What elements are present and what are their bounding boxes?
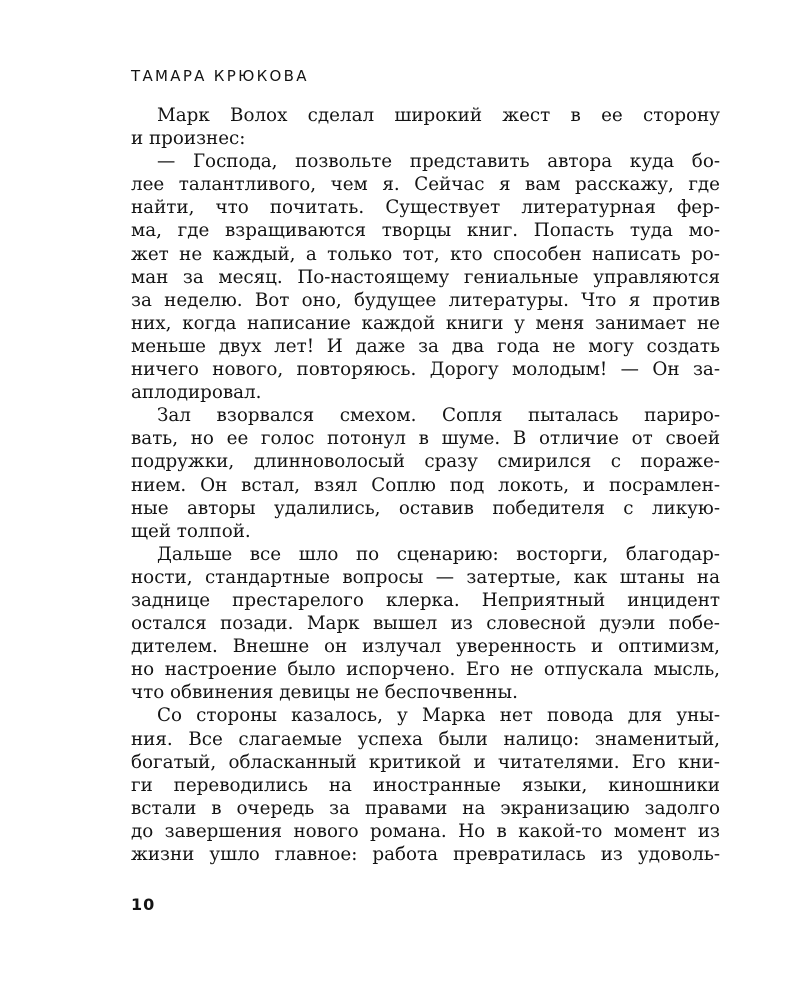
text-line: до завершения нового романа. Но в какой-то момент из	[131, 820, 720, 842]
text-line: богатый, обласканный критикой и читателями. Его кни-	[131, 751, 720, 773]
text-line: ма, где взращиваются творцы книг. Попасть туда мо-	[131, 220, 720, 242]
text-line: ничего нового, повторяюсь. Дорогу молодым! — Он за-	[131, 359, 720, 381]
text-line: ности, стандартные вопросы — затертые, как штаны на	[131, 566, 720, 588]
text-line: вать, но ее голос потонул в шуме. В отличие от своей	[131, 428, 720, 450]
text-line: заднице престарелого клерка. Неприятный инцидент	[131, 589, 720, 611]
text-line: щей толпой.	[131, 520, 251, 542]
text-line: жизни ушло главное: работа превратилась из удоволь-	[131, 844, 720, 865]
text-line: Марк Волох сделал широкий жест в ее сторону	[157, 105, 720, 126]
text-line: ман за месяц. По-настоящему гениальные управляются	[131, 266, 720, 288]
text-line: нием. Он встал, взял Соплю под локоть, и посрамлен-	[131, 474, 720, 496]
text-line: встали в очередь за правами на экранизацию задолго	[131, 797, 720, 819]
text-line: меньше двух лет! И даже за два года не могу создать	[131, 335, 720, 357]
text-line: за неделю. Вот оно, будущее литературы. Что я против	[131, 289, 720, 311]
text-line: найти, что почитать. Существует литературная фер-	[131, 197, 720, 219]
text-line: — Господа, позвольте представить автора куда бо-	[157, 151, 720, 173]
text-line: них, когда написание каждой книги у меня занимает не	[131, 312, 720, 334]
text-line: но настроение было испорчено. Его не отпускала мысль,	[131, 659, 720, 681]
text-line: что обвинения девицы не беспочвенны.	[131, 682, 518, 704]
text-line: ные авторы удалились, оставив победителя с ликую-	[131, 497, 720, 519]
text-line: ги переводились на иностранные языки, киношники	[131, 774, 720, 796]
body-text	[131, 104, 720, 866]
text-line: Дальше все шло по сценарию: восторги, благодар-	[157, 543, 720, 565]
running-head-author: ТАМАРА КРЮКОВА	[131, 67, 309, 85]
text-line: Со стороны казалось, у Марка нет повода для уны-	[157, 705, 720, 727]
text-line: подружки, длинноволосый сразу смирился с пораже-	[131, 451, 720, 473]
text-line: остался позади. Марк вышел из словесной дуэли побе-	[131, 613, 720, 635]
text-line: жет не каждый, а только тот, кто способен написать ро-	[131, 243, 720, 265]
page-number: 10	[131, 895, 156, 914]
text-line: аплодировал.	[131, 382, 262, 404]
text-line: ния. Все слагаемые успеха были налицо: знаменитый,	[131, 728, 720, 750]
text-line: дителем. Внешне он излучал уверенность и оптимизм,	[131, 636, 720, 658]
text-line: лее талантливого, чем я. Сейчас я вам расскажу, где	[131, 174, 720, 196]
text-line: Зал взорвался смехом. Сопля пыталась париро-	[157, 405, 720, 427]
text-line: и произнес:	[131, 128, 246, 150]
